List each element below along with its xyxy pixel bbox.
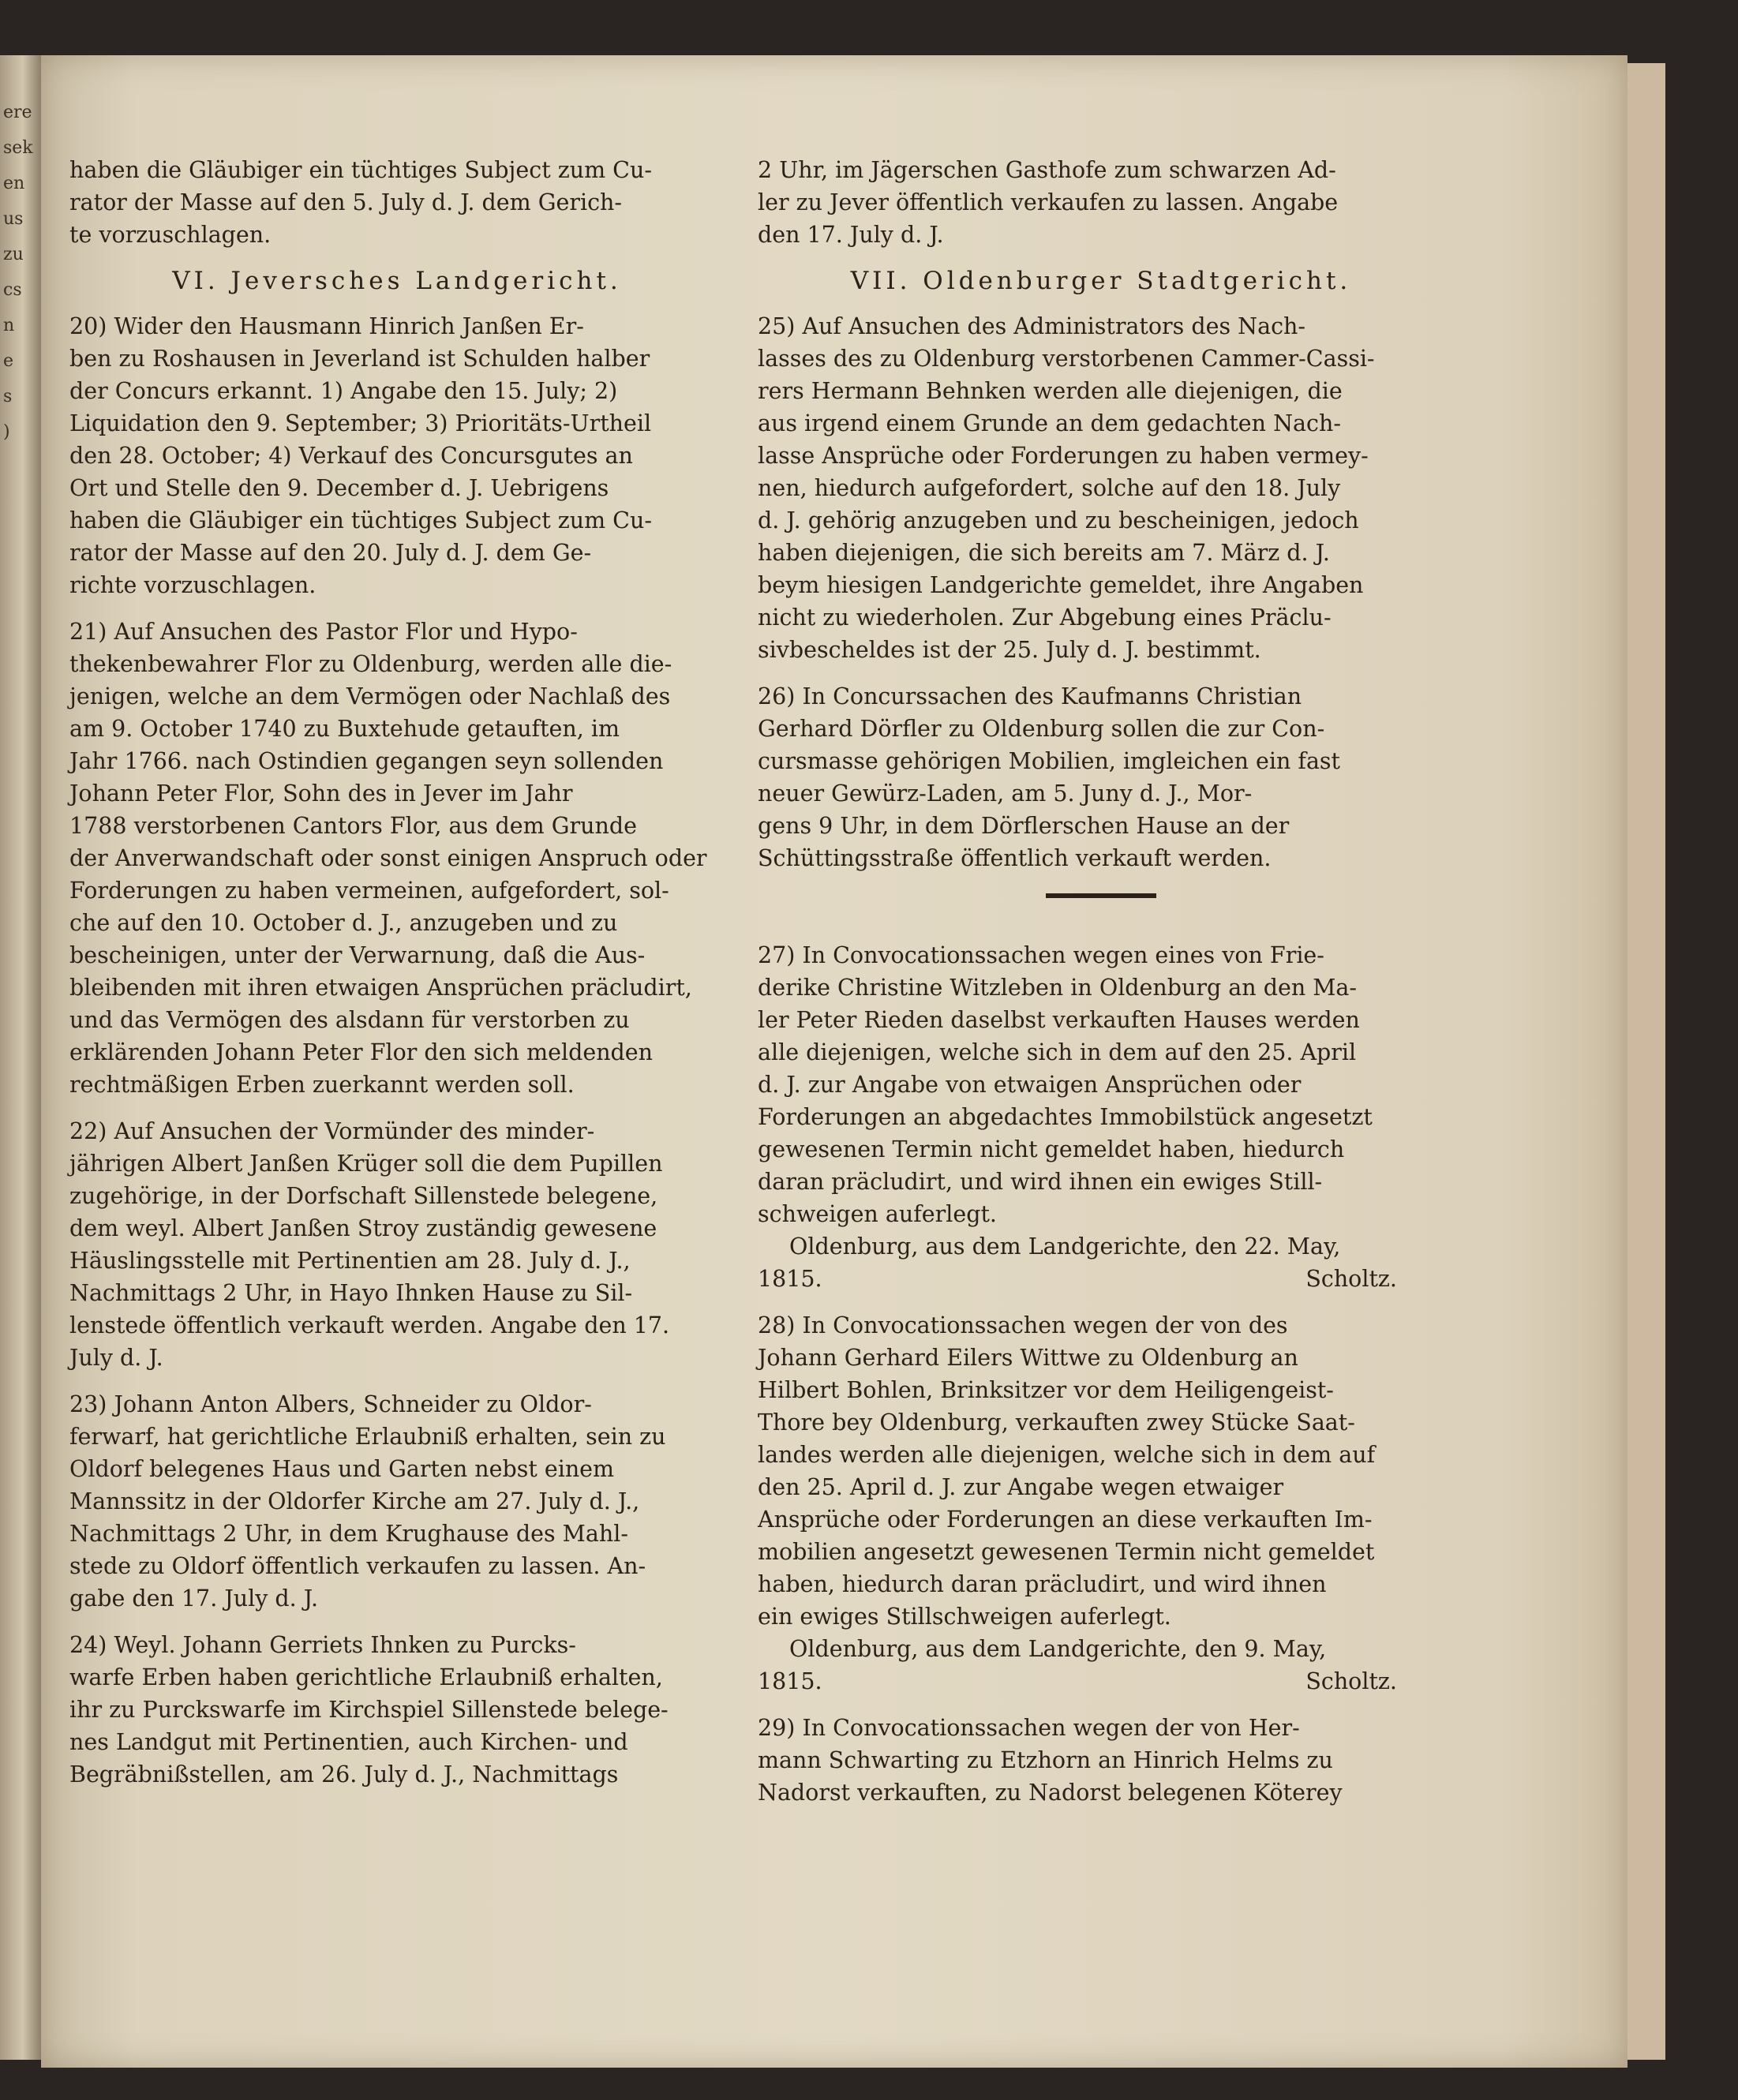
text-line: Nachmittags 2 Uhr, in dem Krughause des Mahl- (69, 1521, 628, 1547)
left-column (69, 154, 725, 1805)
text-line: dem weyl. Albert Janßen Stroy zuständig gewesene (69, 1215, 657, 1241)
text-line: Johann Gerhard Eilers Wittwe zu Oldenburg an (758, 1345, 1298, 1371)
text-line: 26) In Concurssachen des Kaufmanns Christian (758, 683, 1302, 709)
margin-fragment: zu (3, 245, 24, 264)
text-line: Johann Peter Flor, Sohn des in Jever im Jahr (69, 780, 573, 807)
section-heading-vi: VI. Jeversches Landgericht. (172, 267, 622, 295)
text-line: 28) In Convocationssachen wegen der von des (758, 1312, 1288, 1338)
text-line: 29) In Convocationssachen wegen der von Her- (758, 1715, 1300, 1741)
text-line: jährigen Albert Janßen Krüger soll die dem Pupillen (69, 1151, 663, 1177)
text-line: Forderungen an abgedachtes Immobilstück angesetzt (758, 1104, 1373, 1130)
text-line: 24) Weyl. Johann Gerriets Ihnken zu Purcks- (69, 1632, 576, 1658)
text-line: 25) Auf Ansuchen des Administrators des Nach- (758, 313, 1306, 339)
text-line: bescheinigen, unter der Verwarnung, daß die Aus- (69, 942, 646, 968)
text-line: aus irgend einem Grunde an dem gedachten Nach- (758, 410, 1341, 436)
text-line: daran präcludirt, und wird ihnen ein ewiges Still- (758, 1169, 1323, 1195)
text-line: ihr zu Purckswarfe im Kirchspiel Sillenstede belege- (69, 1697, 669, 1723)
text-line: und das Vermögen des alsdann für verstorben zu (69, 1007, 630, 1033)
intro-text (69, 154, 725, 251)
text-line: erklärenden Johann Peter Flor den sich meldenden (69, 1039, 654, 1065)
text-line: rator der Masse auf den 20. July d. J. dem Ge- (69, 540, 592, 566)
text-line: ler zu Jever öffentlich verkaufen zu lassen. Angabe (758, 189, 1339, 215)
notice-20 (69, 310, 725, 601)
text-line: beym hiesigen Landgerichte gemeldet, ihre Angaben (758, 572, 1364, 598)
signature-year: 1815. (758, 1266, 822, 1292)
text-line: rator der Masse auf den 5. July d. J. dem Gerich- (69, 189, 623, 215)
text-line: gens 9 Uhr, in dem Dörflerschen Hause an der (758, 813, 1290, 839)
text-line: ferwarf, hat gerichtliche Erlaubniß erhalten, sein zu (69, 1424, 666, 1450)
text-line: d. J. zur Angabe von etwaigen Ansprüchen oder (758, 1072, 1302, 1098)
facing-page-edge (0, 55, 41, 2060)
text-line: derike Christine Witzleben in Oldenburg an den Ma- (758, 975, 1358, 1001)
margin-fragment: ) (3, 422, 10, 442)
text-line: Begräbnißstellen, am 26. July d. J., Nachmittags (69, 1761, 619, 1787)
text-line: gewesenen Termin nicht gemeldet haben, hiedurch (758, 1136, 1345, 1162)
text-line: zugehörige, in der Dorfschaft Sillenstede belegene, (69, 1183, 658, 1209)
notice-21 (69, 616, 725, 1101)
page-stack-edge (1628, 63, 1665, 2060)
text-line: neuer Gewürz-Laden, am 5. Juny d. J., Mor- (758, 780, 1253, 807)
text-line: Thore bey Oldenburg, verkauften zwey Stücke Saat- (758, 1409, 1355, 1436)
text-line: Ansprüche oder Forderungen an diese verkauften Im- (758, 1507, 1373, 1533)
text-line: Gerhard Dörfler zu Oldenburg sollen die zur Con- (758, 716, 1325, 742)
margin-fragment: s (3, 387, 13, 406)
notice-29 (758, 1712, 1444, 1809)
notice-27 (758, 939, 1444, 1230)
margin-fragment: ere (3, 103, 32, 122)
text-line: thekenbewahrer Flor zu Oldenburg, werden alle die- (69, 651, 672, 677)
signature-name: Scholtz. (1305, 1668, 1397, 1694)
text-line: richte vorzuschlagen. (69, 572, 317, 598)
text-line: der Anverwandschaft oder sonst einigen Anspruch oder (69, 845, 707, 871)
signature-28 (758, 1633, 1444, 1698)
text-line: warfe Erben haben gerichtliche Erlaubniß erhalten, (69, 1664, 663, 1690)
text-line: Jahr 1766. nach Ostindien gegangen seyn sollenden (69, 748, 664, 774)
text-line: te vorzuschlagen. (69, 222, 272, 248)
text-line: haben die Gläubiger ein tüchtiges Subject zum Cu- (69, 157, 652, 183)
text-line: den 28. October; 4) Verkauf des Concursgutes an (69, 443, 633, 469)
text-line: alle diejenigen, welche sich in dem auf den 25. April (758, 1039, 1357, 1065)
text-line: schweigen auferlegt. (758, 1201, 997, 1227)
notice-28 (758, 1309, 1444, 1633)
section-divider (1046, 893, 1156, 898)
signature-place: Oldenburg, aus dem Landgerichte, den 22. May, (789, 1233, 1341, 1260)
notice-22 (69, 1115, 725, 1374)
text-line: haben diejenigen, die sich bereits am 7. März d. J. (758, 540, 1330, 566)
text-line: der Concurs erkannt. 1) Angabe den 15. July; 2) (69, 378, 618, 404)
text-line: nen, hiedurch aufgefordert, solche auf den 18. July (758, 475, 1341, 501)
text-line: lasse Ansprüche oder Forderungen zu haben vermey- (758, 443, 1369, 469)
text-line: den 17. July d. J. (758, 222, 944, 248)
text-line: lasses des zu Oldenburg verstorbenen Cammer-Cassi- (758, 346, 1375, 372)
text-line: Oldorf belegenes Haus und Garten nebst einem (69, 1456, 615, 1482)
text-line: mann Schwarting zu Etzhorn an Hinrich Helms zu (758, 1747, 1333, 1773)
right-column (758, 154, 1444, 1823)
notice-23 (69, 1388, 725, 1615)
text-line: haben, hiedurch daran präcludirt, und wird ihnen (758, 1571, 1327, 1597)
text-line: lenstede öffentlich verkauft werden. Angabe den 17. (69, 1312, 670, 1338)
text-line: den 25. April d. J. zur Angabe wegen etwaiger (758, 1474, 1284, 1500)
section-heading-vii: VII. Oldenburger Stadtgericht. (850, 267, 1352, 295)
text-line: Nadorst verkauften, zu Nadorst belegenen Köterey (758, 1780, 1343, 1806)
text-line: stede zu Oldorf öffentlich verkaufen zu lassen. An- (69, 1553, 646, 1579)
text-line: Hilbert Bohlen, Brinksitzer vor dem Heiligengeist- (758, 1377, 1334, 1403)
text-line: bleibenden mit ihren etwaigen Ansprüchen präcludirt, (69, 975, 692, 1001)
text-line: 2 Uhr, im Jägerschen Gasthofe zum schwarzen Ad- (758, 157, 1336, 183)
text-line: 20) Wider den Hausmann Hinrich Janßen Er- (69, 313, 584, 339)
text-line: Ort und Stelle den 9. December d. J. Uebrigens (69, 475, 609, 501)
text-line: haben die Gläubiger ein tüchtiges Subject zum Cu- (69, 507, 652, 533)
margin-fragment: e (3, 351, 14, 371)
signature-year: 1815. (758, 1668, 822, 1694)
signature-line (758, 1263, 1444, 1295)
notice-26 (758, 680, 1444, 874)
text-line: mobilien angesetzt gewesenen Termin nicht gemeldet (758, 1539, 1375, 1565)
signature-line (758, 1665, 1444, 1698)
text-line: sivbescheldes ist der 25. July d. J. bestimmt. (758, 637, 1261, 663)
text-line: nicht zu wiederholen. Zur Abgebung eines Präclu- (758, 605, 1332, 631)
text-line: 21) Auf Ansuchen des Pastor Flor und Hypo- (69, 619, 578, 645)
text-line: Mannssitz in der Oldorfer Kirche am 27. July d. J., (69, 1488, 640, 1514)
text-line: d. J. gehörig anzugeben und zu bescheinigen, jedoch (758, 507, 1359, 533)
signature-place: Oldenburg, aus dem Landgerichte, den 9. May, (789, 1636, 1327, 1662)
text-line: landes werden alle diejenigen, welche sich in dem auf (758, 1442, 1376, 1468)
text-line: nes Landgut mit Pertinentien, auch Kirchen- und (69, 1729, 628, 1755)
margin-fragment: n (3, 316, 15, 335)
text-line: 27) In Convocationssachen wegen eines von Frie- (758, 942, 1324, 968)
margin-fragment: cs (3, 280, 22, 300)
text-line: cursmasse gehörigen Mobilien, imgleichen ein fast (758, 748, 1341, 774)
text-line: ein ewiges Stillschweigen auferlegt. (758, 1604, 1171, 1630)
text-line: 22) Auf Ansuchen der Vormünder des minder- (69, 1118, 595, 1144)
text-line: Nachmittags 2 Uhr, in Hayo Ihnken Hause zu Sil- (69, 1280, 633, 1306)
text-line: che auf den 10. October d. J., anzugeben und zu (69, 910, 618, 936)
text-line: ben zu Roshausen in Jeverland ist Schulden halber (69, 346, 650, 372)
text-line: am 9. October 1740 zu Buxtehude getauften, im (69, 716, 620, 742)
notice-25 (758, 310, 1444, 666)
text-line: ler Peter Rieden daselbst verkauften Hauses werden (758, 1007, 1360, 1033)
margin-fragment: us (3, 209, 24, 229)
text-line: Forderungen zu haben vermeinen, aufgefordert, sol- (69, 878, 669, 904)
signature-27 (758, 1230, 1444, 1295)
text-line: 1788 verstorbenen Cantors Flor, aus dem Grunde (69, 813, 637, 839)
notice-24 (69, 1629, 725, 1791)
text-line: gabe den 17. July d. J. (69, 1585, 319, 1611)
text-line: Häuslingsstelle mit Pertinentien am 28. July d. J., (69, 1248, 631, 1274)
intro-text (758, 154, 1444, 251)
text-line: rechtmäßigen Erben zuerkannt werden soll. (69, 1072, 575, 1098)
text-line: rers Hermann Behnken werden alle diejenigen, die (758, 378, 1343, 404)
text-line: July d. J. (69, 1345, 163, 1371)
margin-fragment: en (3, 174, 25, 193)
margin-fragment: sek (3, 138, 33, 158)
text-line: 23) Johann Anton Albers, Schneider zu Oldor- (69, 1391, 592, 1417)
text-line: jenigen, welche an dem Vermögen oder Nachlaß des (69, 683, 671, 709)
text-line: Schüttingsstraße öffentlich verkauft werden. (758, 845, 1272, 871)
signature-name: Scholtz. (1305, 1266, 1397, 1292)
text-line: Liquidation den 9. September; 3) Prioritäts-Urtheil (69, 410, 652, 436)
